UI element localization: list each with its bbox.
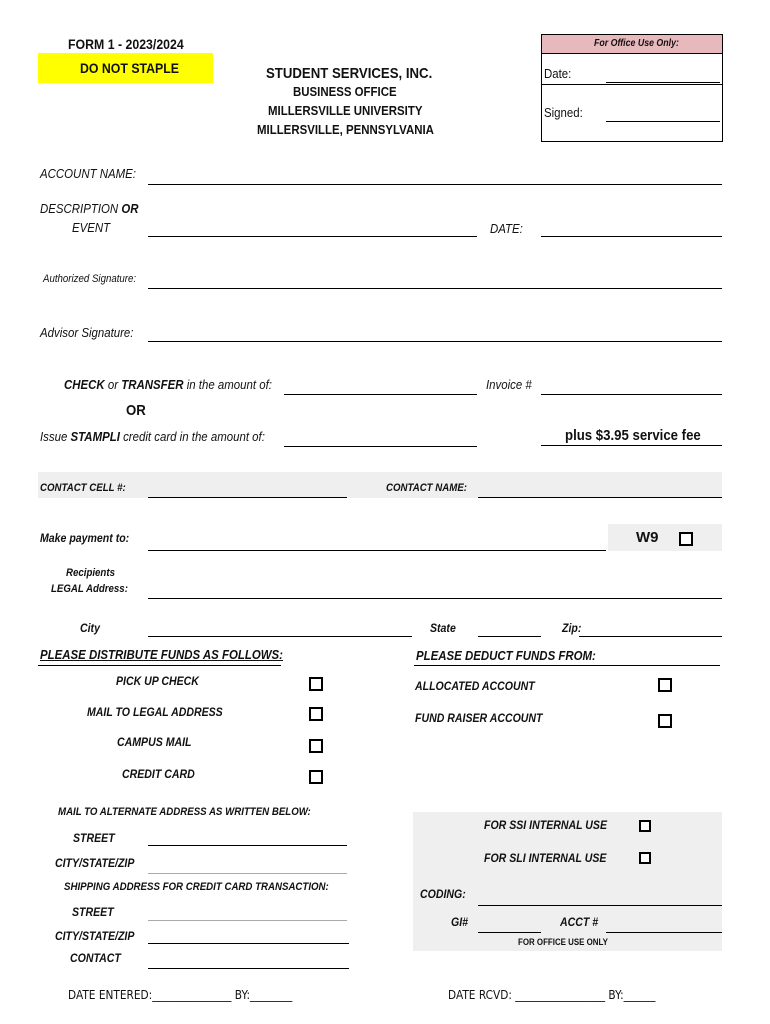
advisor-signature-field[interactable] bbox=[148, 341, 722, 342]
contact-name-field[interactable] bbox=[478, 497, 722, 498]
check-transfer-label bbox=[64, 377, 272, 392]
service-fee-underline bbox=[541, 445, 722, 446]
coding-field[interactable] bbox=[478, 905, 722, 906]
check-amount-field[interactable] bbox=[284, 394, 477, 395]
zip-field[interactable] bbox=[579, 636, 722, 637]
contact-cell-label: CONTACT CELL #: bbox=[40, 482, 126, 494]
credit-card-checkbox[interactable] bbox=[309, 770, 323, 784]
city-state-zip-label: CITY/STATE/ZIP bbox=[55, 856, 135, 870]
acct-field[interactable] bbox=[606, 932, 722, 933]
university-name: MILLERSVILLE UNIVERSITY bbox=[268, 103, 423, 118]
distribute-heading: PLEASE DISTRIBUTE FUNDS AS FOLLOWS: bbox=[40, 647, 284, 662]
do-not-staple-label: DO NOT STAPLE bbox=[80, 60, 180, 76]
form-id: FORM 1 - 2023/2024 bbox=[68, 36, 184, 52]
description-field[interactable] bbox=[148, 236, 477, 237]
distribute-option-pickup: PICK UP CHECK bbox=[116, 674, 199, 688]
deduct-heading: PLEASE DEDUCT FUNDS FROM: bbox=[416, 648, 596, 663]
or-divider-label: OR bbox=[126, 402, 146, 419]
account-name-label: ACCOUNT NAME: bbox=[40, 166, 136, 181]
gi-field[interactable] bbox=[478, 932, 541, 933]
distribute-option-mail-legal: MAIL TO LEGAL ADDRESS bbox=[87, 705, 223, 719]
issue-word: Issue bbox=[40, 429, 68, 444]
location-name: MILLERSVILLE, PENNSYLVANIA bbox=[257, 122, 434, 137]
date-entered-footer: DATE ENTERED:_______________ BY:________ bbox=[68, 988, 293, 1002]
contact-label: CONTACT bbox=[70, 951, 121, 965]
description-label bbox=[40, 201, 139, 216]
office-use-title: For Office Use Only: bbox=[594, 38, 679, 49]
deduct-option-fundraiser: FUND RAISER ACCOUNT bbox=[415, 711, 543, 725]
office-use-box bbox=[541, 34, 723, 142]
stampli-label bbox=[40, 429, 265, 444]
street2-field[interactable] bbox=[148, 920, 347, 921]
city-state-zip-field[interactable] bbox=[148, 873, 347, 874]
contact-field[interactable] bbox=[148, 968, 349, 969]
recipients-label: Recipients bbox=[66, 567, 115, 579]
city-field[interactable] bbox=[148, 636, 412, 637]
legal-address-field[interactable] bbox=[148, 598, 722, 599]
authorized-signature-field[interactable] bbox=[148, 288, 722, 289]
sli-internal-label: FOR SLI INTERNAL USE bbox=[484, 851, 607, 865]
contact-row-shading bbox=[38, 472, 722, 498]
invoice-label: Invoice # bbox=[486, 377, 532, 392]
street2-label: STREET bbox=[72, 905, 114, 919]
description-word: DESCRIPTION bbox=[40, 201, 119, 216]
date-field[interactable] bbox=[541, 236, 722, 237]
state-field[interactable] bbox=[478, 636, 541, 637]
event-label: EVENT bbox=[72, 220, 111, 235]
state-label: State bbox=[430, 621, 456, 635]
stampli-word: STAMPLI bbox=[70, 429, 120, 444]
ssi-internal-label: FOR SSI INTERNAL USE bbox=[484, 818, 608, 832]
sli-internal-checkbox[interactable] bbox=[639, 852, 651, 864]
check-word: CHECK bbox=[64, 377, 105, 392]
w9-label: W9 bbox=[636, 529, 659, 546]
distribute-option-campus: CAMPUS MAIL bbox=[117, 735, 192, 749]
w9-shading bbox=[608, 524, 722, 551]
office-signed-field[interactable] bbox=[606, 121, 720, 122]
in-amount-text: in the amount of: bbox=[186, 377, 272, 392]
zip-label: Zip: bbox=[562, 621, 582, 635]
city-label: City bbox=[80, 621, 100, 635]
office-use-title-bar bbox=[542, 35, 722, 54]
shipping-heading: SHIPPING ADDRESS FOR CREDIT CARD TRANSACTION: bbox=[64, 881, 329, 893]
contact-name-label: CONTACT NAME: bbox=[386, 482, 468, 494]
description-or: OR bbox=[121, 201, 139, 216]
w9-checkbox[interactable] bbox=[679, 532, 693, 546]
do-not-staple-banner bbox=[38, 53, 213, 83]
office-signed-label: Signed: bbox=[544, 105, 583, 120]
office-date-field[interactable] bbox=[606, 82, 720, 83]
street-label: STREET bbox=[73, 831, 115, 845]
deduct-heading-rule bbox=[414, 665, 720, 666]
internal-use-panel bbox=[413, 812, 722, 951]
office-name: BUSINESS OFFICE bbox=[293, 84, 397, 99]
pickup-check-checkbox[interactable] bbox=[309, 677, 323, 691]
invoice-field[interactable] bbox=[541, 394, 722, 395]
coding-label: CODING: bbox=[420, 887, 466, 901]
credit-amount-text: credit card in the amount of: bbox=[123, 429, 265, 444]
advisor-signature-label: Advisor Signature: bbox=[40, 325, 134, 340]
acct-label: ACCT # bbox=[560, 915, 599, 929]
stampli-amount-field[interactable] bbox=[284, 446, 477, 447]
distribute-option-credit: CREDIT CARD bbox=[122, 767, 195, 781]
date-received-footer: DATE RCVD: _________________ BY:______ bbox=[448, 988, 656, 1002]
campus-mail-checkbox[interactable] bbox=[309, 739, 323, 753]
city-state-zip2-field[interactable] bbox=[148, 943, 349, 944]
alternate-address-heading: MAIL TO ALTERNATE ADDRESS AS WRITTEN BELOW: bbox=[58, 806, 311, 818]
mail-legal-checkbox[interactable] bbox=[309, 707, 323, 721]
deduct-option-allocated: ALLOCATED ACCOUNT bbox=[415, 679, 535, 693]
office-date-label: Date: bbox=[544, 66, 572, 81]
transfer-word: TRANSFER bbox=[121, 377, 184, 392]
allocated-account-checkbox[interactable] bbox=[658, 678, 672, 692]
street-field[interactable] bbox=[148, 845, 347, 846]
make-payment-field[interactable] bbox=[148, 550, 606, 551]
contact-cell-field[interactable] bbox=[148, 497, 347, 498]
date-label: DATE: bbox=[490, 221, 523, 236]
office-box-divider bbox=[542, 84, 722, 85]
city-state-zip2-label: CITY/STATE/ZIP bbox=[55, 929, 135, 943]
distribute-heading-rule bbox=[38, 665, 281, 666]
gi-label: GI# bbox=[451, 915, 469, 929]
make-payment-label: Make payment to: bbox=[40, 531, 130, 545]
service-fee-note: plus $3.95 service fee bbox=[565, 427, 701, 444]
fundraiser-account-checkbox[interactable] bbox=[658, 714, 672, 728]
account-name-field[interactable] bbox=[148, 184, 722, 185]
ssi-internal-checkbox[interactable] bbox=[639, 820, 651, 832]
org-name: STUDENT SERVICES, INC. bbox=[266, 65, 433, 82]
office-use-only-note: FOR OFFICE USE ONLY bbox=[518, 937, 608, 947]
legal-address-label: LEGAL Address: bbox=[51, 583, 128, 595]
or-small: or bbox=[107, 377, 119, 392]
authorized-signature-label: Authorized Signature: bbox=[43, 273, 137, 285]
